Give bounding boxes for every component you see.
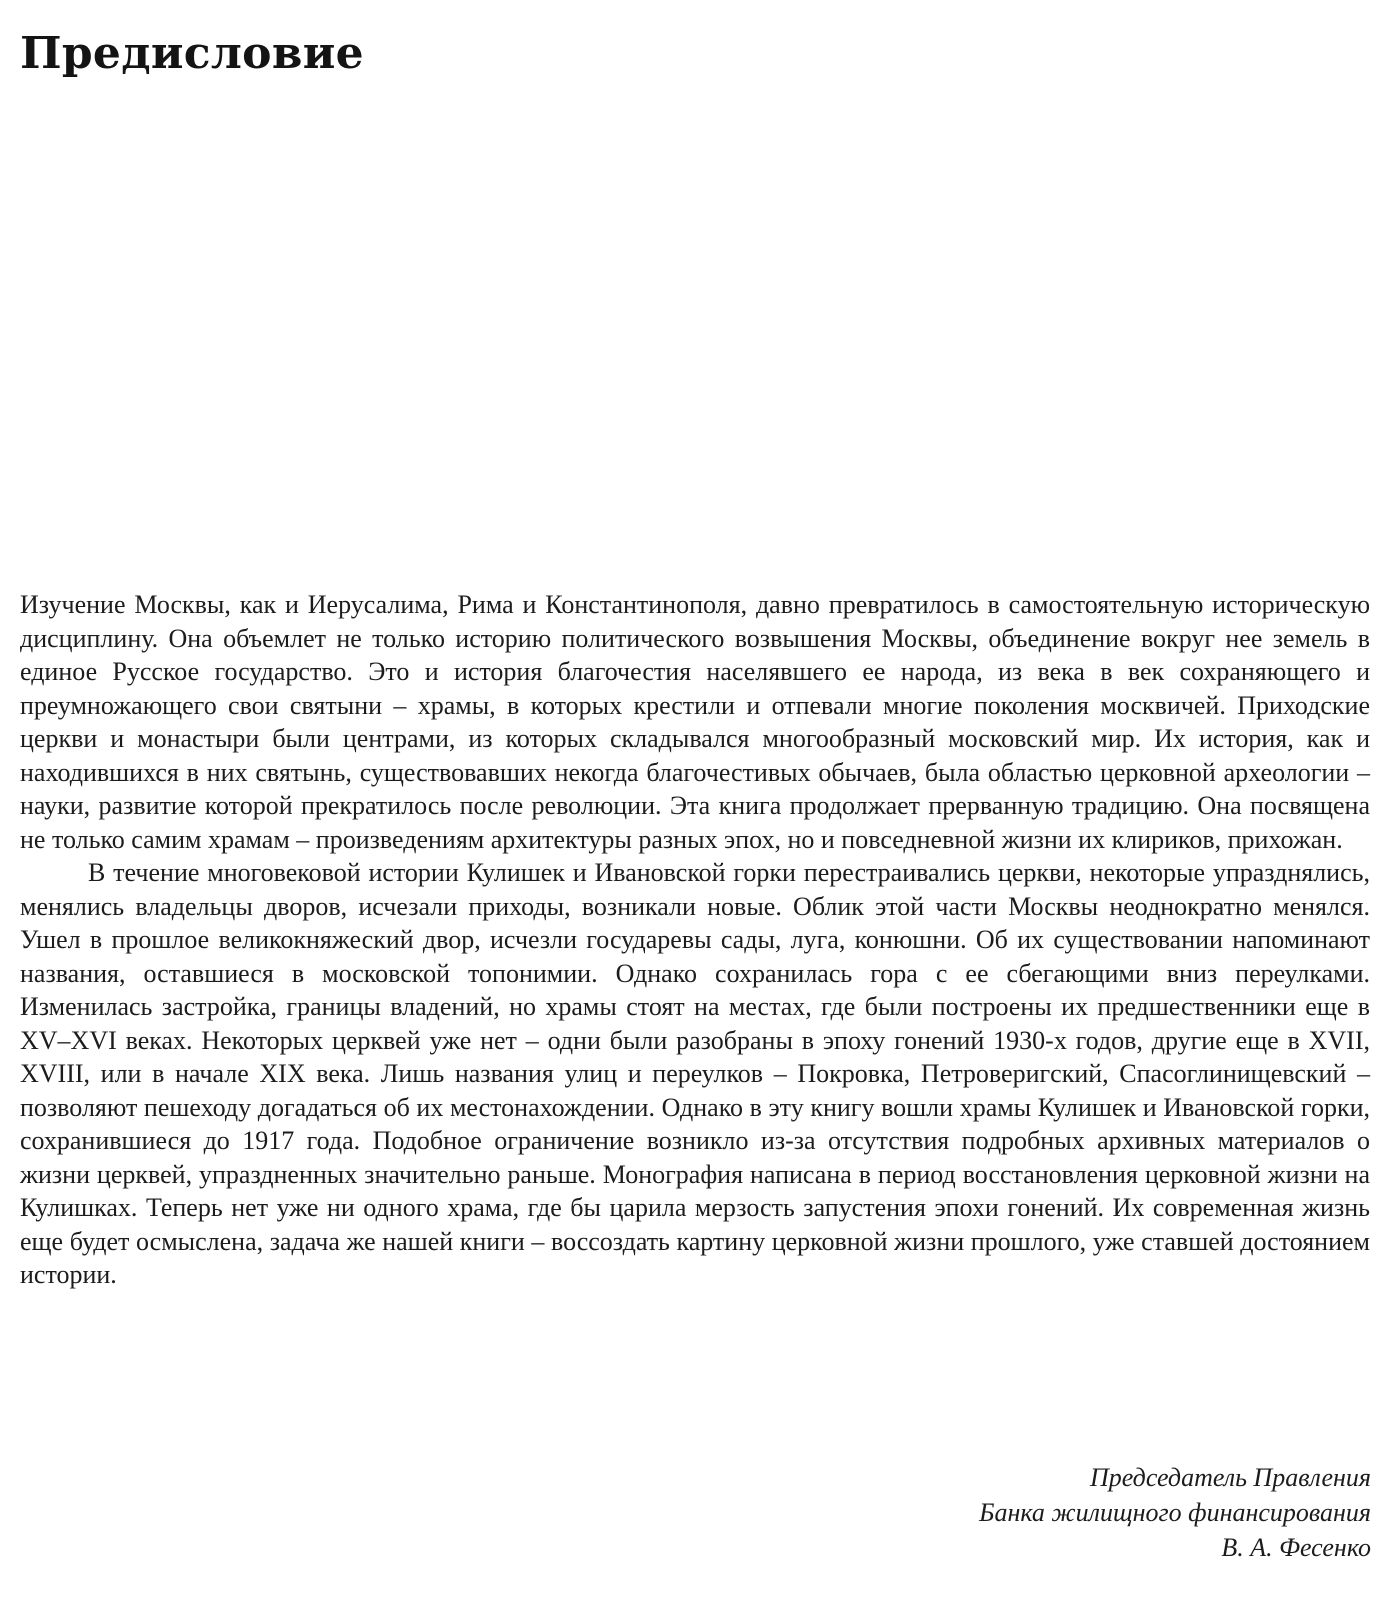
foreword-body [20,588,1370,1292]
paragraph-1: Изучение Москвы, как и Иерусалима, Рима и Константинополя, давно превратилось в самостоятельную историческую дисциплину. Она объемлет не только историю политического возвышения Москвы, объединение вокруг нее земель в единое Русское государство. Это и история благочестия населявшего ее народа, из века в век сохраняющего и преумножающего свои святыни – храмы, в которых крестили и отпевали многие поколения москвичей. Приходские церкви и монастыри были центрами, из которых складывался многообразный московский мир. Их история, как и находившихся в них святынь, существовавших некогда благочестивых обычаев, была областью церковной археологии – науки, развитие которой прекратилось после революции. Эта книга продолжает прерванную традицию. Она посвящена не только самим храмам – произведениям архитектуры разных эпох, но и повседневной жизни их клириков, прихожан. [20,590,1370,854]
signature-position: Председатель Правления [1090,1463,1371,1492]
signature-organization: Банка жилищного финансирования [979,1498,1371,1527]
paragraph-2: В течение многовековой истории Кулишек и Ивановской горки перестраивались церкви, некоторые упразднялись, менялись владельцы дворов, исчезали приходы, возникали новые. Облик этой части Москвы неоднократно менялся. Ушел в прошлое великокняжеский двор, исчезли государевы сады, луга, конюшни. Об их существовании напоминают названия, оставшиеся в московской топонимии. Однако сохранилась гора с ее сбегающими вниз переулками. Изменилась застройка, границы владений, но храмы стоят на местах, где были построены их предшественники еще в XV–XVI веках. Некоторых церквей уже нет – одни были разобраны в эпоху гонений 1930-х годов, другие еще в XVII, XVIII, или в начале XIX века. Лишь названия улиц и переулков – Покровка, Петроверигский, Спасоглинищевский – позволяют пешеходу догадаться об их местонахождении. Однако в эту книгу вошли храмы Кулишек и Ивановской горки, сохранившиеся до 1917 года. Подобное ограничение возникло из-за отсутствия подробных архивных материалов о жизни церквей, упраздненных значительно раньше. Монография написана в период восстановления церковной жизни на Кулишках. Теперь нет уже ни одного храма, где бы царила мерзость запустения эпохи гонений. Их современная жизнь еще будет осмыслена, задача же нашей книги – воссоздать картину церковной жизни прошлого, уже ставшей достоянием истории. [20,858,1370,1289]
page-title: Предисловие [20,28,364,79]
signature-name: В. А. Фесенко [1221,1533,1371,1562]
signature-block [979,1460,1371,1565]
